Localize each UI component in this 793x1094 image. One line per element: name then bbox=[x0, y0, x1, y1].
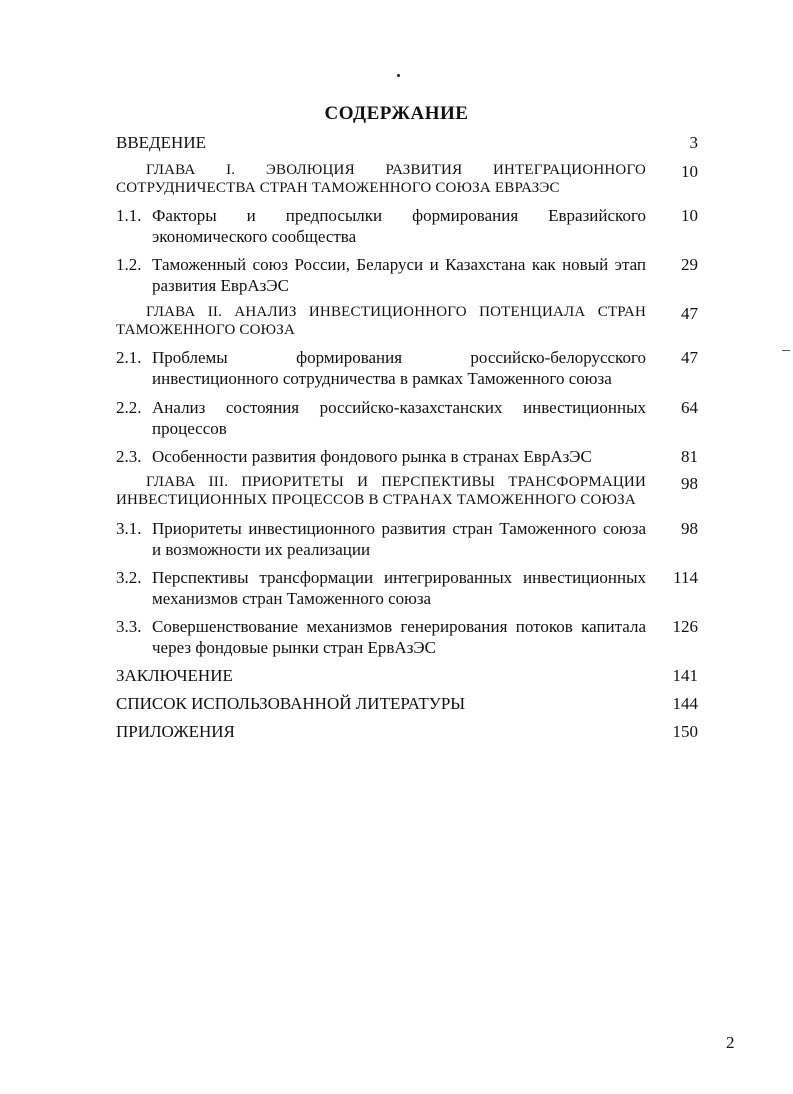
toc-entry-text: ГЛАВА III. ПРИОРИТЕТЫ И ПЕРСПЕКТИВЫ ТРАНСФОРМАЦИИ ИНВЕСТИЦИОННЫХ ПРОЦЕССОВ В СТРАНАХ ТАМОЖЕННОГО СОЮЗА bbox=[116, 474, 646, 508]
toc-entry-text: ПРИЛОЖЕНИЯ bbox=[116, 722, 235, 741]
toc-entry-text bbox=[116, 205, 646, 247]
section-number: 3.3. bbox=[116, 617, 142, 636]
toc-entry-text bbox=[116, 446, 646, 467]
toc-entry-page: 144 bbox=[672, 694, 698, 713]
toc-entry-3-2 bbox=[116, 567, 698, 609]
section-title: Факторы и предпосылки формирования Евразийского экономического сообщества bbox=[152, 206, 646, 246]
section-title: Совершенствование механизмов генерирования потоков капитала через фондовые рынки стран ЕрвАзЭС bbox=[152, 617, 646, 657]
toc-entry-text: ВВЕДЕНИЕ bbox=[116, 133, 206, 152]
toc-entry-chapter-3 bbox=[116, 473, 698, 509]
section-number: 2.1. bbox=[116, 348, 142, 367]
toc-entry-page: 126 bbox=[672, 617, 698, 636]
section-title: Особенности развития фондового рынка в странах ЕврАзЭС bbox=[152, 447, 592, 466]
section-title: Таможенный союз России, Беларуси и Казахстана как новый этап развития ЕврАзЭС bbox=[152, 255, 646, 295]
toc-entry-appendices bbox=[116, 721, 698, 742]
toc-entry-text bbox=[116, 518, 646, 560]
toc-entry-page: 114 bbox=[673, 568, 698, 587]
toc-entry-1-2 bbox=[116, 254, 698, 296]
margin-mark bbox=[782, 350, 790, 351]
toc-entry-3-3 bbox=[116, 616, 698, 658]
scan-dot bbox=[397, 74, 400, 77]
toc-entry-page: 3 bbox=[689, 133, 698, 152]
toc-entry-2-2 bbox=[116, 397, 698, 439]
toc-entry-text bbox=[116, 397, 646, 439]
toc-entry-page: 47 bbox=[681, 304, 698, 323]
section-number: 3.1. bbox=[116, 519, 142, 538]
toc-entry-2-3 bbox=[116, 446, 698, 467]
toc-entry-3-1 bbox=[116, 518, 698, 560]
section-title: Анализ состояния российско-казахстанских инвестиционных процессов bbox=[152, 398, 646, 438]
toc-entry-page: 29 bbox=[681, 255, 698, 274]
section-title: Приоритеты инвестиционного развития стран Таможенного союза и возможности их реализации bbox=[152, 519, 646, 559]
section-number: 3.2. bbox=[116, 568, 142, 587]
toc-entry-conclusion bbox=[116, 665, 698, 686]
toc-entry-text bbox=[116, 616, 646, 658]
toc-entry-2-1 bbox=[116, 347, 698, 389]
section-number: 1.1. bbox=[116, 206, 142, 225]
section-number: 2.3. bbox=[116, 447, 142, 466]
toc-entry-page: 98 bbox=[681, 519, 698, 538]
toc-entry-page: 81 bbox=[681, 447, 698, 466]
section-title: Перспективы трансформации интегрированных инвестиционных механизмов стран Таможенного союза bbox=[152, 568, 646, 608]
toc-entry-page: 64 bbox=[681, 398, 698, 417]
table-of-contents bbox=[116, 132, 698, 742]
toc-entry-text: ГЛАВА II. АНАЛИЗ ИНВЕСТИЦИОННОГО ПОТЕНЦИАЛА СТРАН ТАМОЖЕННОГО СОЮЗА bbox=[116, 304, 646, 338]
toc-entry-page: 10 bbox=[681, 162, 698, 181]
toc-entry-chapter-2 bbox=[116, 303, 698, 339]
toc-entry-page: 47 bbox=[681, 348, 698, 367]
toc-entry-text: СПИСОК ИСПОЛЬЗОВАННОЙ ЛИТЕРАТУРЫ bbox=[116, 694, 466, 713]
toc-entry-text: ГЛАВА I. ЭВОЛЮЦИЯ РАЗВИТИЯ ИНТЕГРАЦИОННОГО СОТРУДНИЧЕСТВА СТРАН ТАМОЖЕННОГО СОЮЗА ЕВРАЗЭС bbox=[116, 162, 646, 196]
toc-entry-1-1 bbox=[116, 205, 698, 247]
toc-title: СОДЕРЖАНИЕ bbox=[324, 103, 469, 124]
section-number: 2.2. bbox=[116, 398, 142, 417]
toc-entry-text bbox=[116, 254, 646, 296]
section-title: Проблемы формирования российско-белорусского инвестиционного сотрудничества в рамках Таможенного союза bbox=[152, 348, 646, 388]
toc-entry-text bbox=[116, 567, 646, 609]
toc-entry-page: 10 bbox=[681, 206, 698, 225]
toc-entry-introduction bbox=[116, 132, 698, 153]
toc-entry-chapter-1 bbox=[116, 161, 698, 197]
toc-entry-bibliography bbox=[116, 693, 698, 714]
page-number: 2 bbox=[726, 1033, 735, 1052]
toc-entry-text bbox=[116, 347, 646, 389]
toc-entry-page: 141 bbox=[672, 666, 698, 685]
toc-entry-page: 150 bbox=[672, 722, 698, 741]
section-number: 1.2. bbox=[116, 255, 142, 274]
toc-entry-text: ЗАКЛЮЧЕНИЕ bbox=[116, 666, 233, 685]
toc-entry-page: 98 bbox=[681, 474, 698, 493]
